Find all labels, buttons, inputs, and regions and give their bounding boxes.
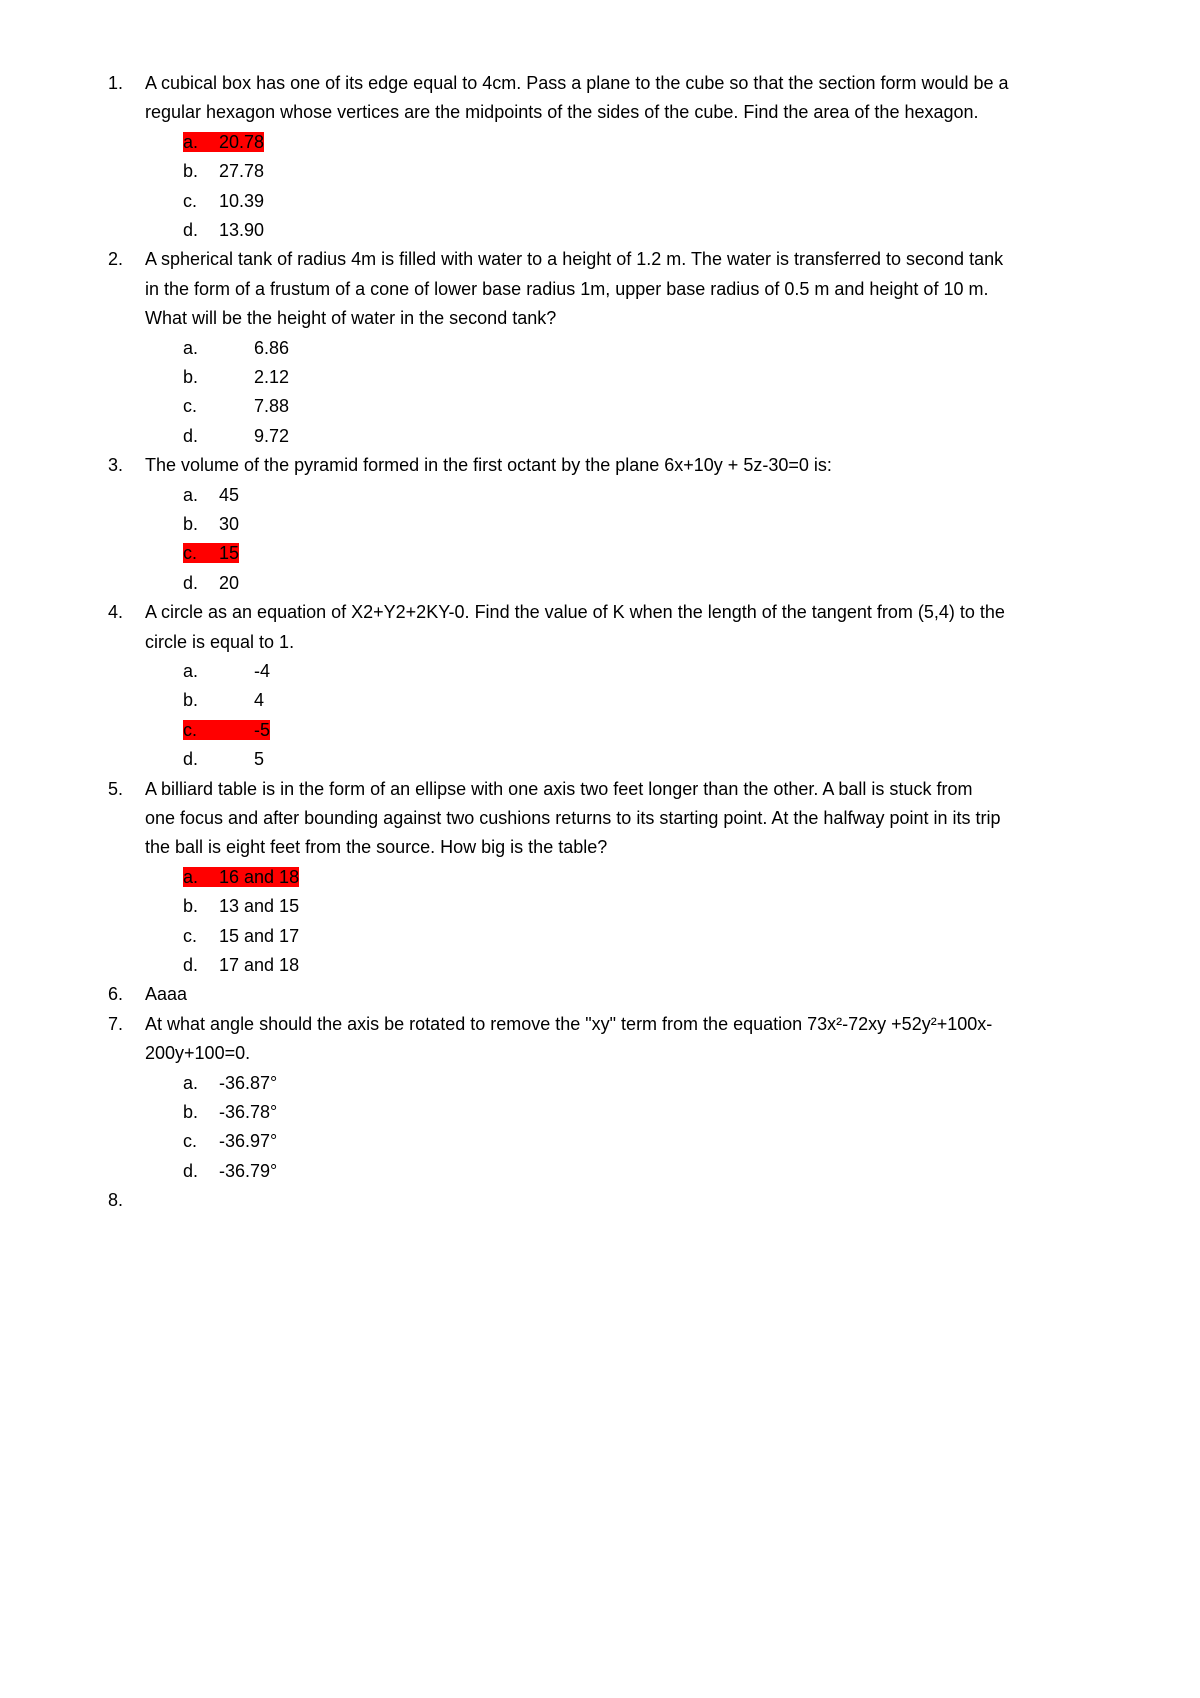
option-value: 6.86	[254, 337, 290, 358]
option-letter: c.	[183, 719, 198, 740]
answer-option	[183, 334, 289, 363]
highlighted-answer	[183, 132, 264, 152]
answer-content	[183, 955, 299, 975]
highlighted-answer	[183, 720, 270, 740]
answer-content	[183, 1102, 277, 1122]
option-letter: b.	[183, 690, 199, 711]
answer-content	[183, 485, 239, 505]
answer-option	[183, 1069, 277, 1098]
question-number: 2.	[108, 249, 124, 270]
option-value: -5	[254, 719, 271, 740]
option-letter: a.	[183, 1072, 199, 1093]
option-letter: a.	[183, 866, 199, 887]
answer-content	[183, 690, 264, 710]
answer-content	[183, 1161, 277, 1181]
option-letter: d.	[183, 425, 199, 446]
answer-option	[183, 951, 299, 980]
answer-content	[183, 1073, 277, 1093]
answer-option	[183, 187, 264, 216]
option-letter: b.	[183, 1102, 199, 1122]
question-number: 7.	[108, 1013, 124, 1034]
question-text-line: one focus and after bounding against two cushions returns to its starting point. At the halfway point in its trip	[145, 808, 1001, 828]
question-text-line: The volume of the pyramid formed in the first octant by the plane 6x+10y + 5z-30=0 is:	[145, 455, 832, 476]
answer-content	[183, 220, 264, 240]
answer-option	[183, 510, 239, 539]
answer-content	[183, 661, 270, 681]
question-text-line: A billiard table is in the form of an ellipse with one axis two feet longer than the other. A ball is stuck from	[145, 778, 973, 799]
answer-option	[183, 392, 289, 421]
option-value: 4	[254, 690, 265, 711]
question-text-line: A circle as an equation of X2+Y2+2KY-0. Find the value of K when the length of the tangent from (5,4) to the	[145, 602, 1005, 623]
option-letter: d.	[183, 955, 199, 975]
option-value: 20.78	[219, 131, 265, 152]
option-letter: d.	[183, 572, 199, 593]
answer-option	[183, 863, 299, 892]
option-value: -36.97°	[219, 1131, 278, 1152]
question-text-line: What will be the height of water in the second tank?	[145, 308, 557, 329]
question-number: 4.	[108, 602, 124, 623]
option-value: 5	[254, 749, 265, 770]
answer-option	[183, 892, 299, 921]
option-value: 13.90	[219, 220, 265, 240]
option-value: 2.12	[254, 367, 290, 387]
question-text-line: regular hexagon whose vertices are the midpoints of the sides of the cube. Find the area of the hexagon.	[145, 102, 979, 123]
option-letter: a.	[183, 337, 199, 358]
option-letter: c.	[183, 925, 198, 946]
answer-content	[183, 926, 299, 946]
option-value: 45	[219, 484, 240, 505]
highlighted-answer	[183, 543, 239, 563]
option-value: 15 and 17	[219, 925, 300, 946]
option-value: -36.79°	[219, 1160, 278, 1181]
option-letter: d.	[183, 1160, 199, 1181]
option-value: 30	[219, 514, 240, 534]
option-letter: b.	[183, 896, 199, 917]
question-number: 1.	[108, 73, 124, 93]
answer-option	[183, 539, 239, 568]
answer-content	[183, 573, 239, 593]
answer-content	[183, 896, 299, 916]
option-value: -36.87°	[219, 1072, 278, 1093]
question-number: 3.	[108, 455, 124, 476]
option-value: 27.78	[219, 161, 265, 182]
answer-content	[183, 338, 289, 358]
answer-option	[183, 1098, 277, 1127]
answer-option	[183, 1127, 277, 1156]
question-text-line: Aaaa	[145, 984, 188, 1005]
answer-option	[183, 569, 239, 598]
answer-option	[183, 716, 270, 745]
option-letter: c.	[183, 190, 198, 211]
question-text-line: the ball is eight feet from the source. How big is the table?	[145, 837, 608, 858]
option-letter: d.	[183, 749, 199, 770]
answer-content	[183, 749, 264, 769]
answer-option	[183, 1157, 277, 1186]
answer-option	[183, 481, 239, 510]
answer-content	[183, 161, 264, 181]
answer-option	[183, 216, 264, 245]
option-value: -36.78°	[219, 1102, 278, 1122]
option-letter: b.	[183, 367, 199, 387]
answer-option	[183, 422, 289, 451]
option-value: 7.88	[254, 396, 290, 417]
answer-content	[183, 514, 239, 534]
option-letter: d.	[183, 220, 199, 240]
option-letter: c.	[183, 396, 198, 417]
question-text-line: A spherical tank of radius 4m is filled with water to a height of 1.2 m. The water is transferred to second tank	[145, 249, 1004, 270]
option-letter: a.	[183, 131, 199, 152]
option-letter: b.	[183, 514, 199, 534]
option-value: -4	[254, 661, 271, 681]
option-value: 20	[219, 572, 240, 593]
question-text-line: in the form of a frustum of a cone of lower base radius 1m, upper base radius of 0.5 m and height of 10 m.	[145, 278, 989, 299]
option-value: 17 and 18	[219, 955, 300, 975]
answer-option	[183, 363, 289, 392]
option-letter: b.	[183, 161, 199, 182]
option-letter: a.	[183, 484, 199, 505]
answer-option	[183, 657, 270, 686]
question-number: 8.	[108, 1190, 124, 1211]
answer-option	[183, 686, 264, 715]
question-text-line: 200y+100=0.	[145, 1043, 251, 1064]
question-number: 5.	[108, 778, 124, 799]
answer-option	[183, 157, 264, 186]
option-value: 9.72	[254, 425, 290, 446]
answer-content	[183, 367, 289, 387]
highlighted-answer	[183, 867, 299, 887]
answer-option	[183, 745, 264, 774]
answer-content	[183, 396, 289, 416]
answer-content	[183, 426, 289, 446]
option-letter: c.	[183, 1131, 198, 1152]
option-letter: a.	[183, 661, 199, 681]
option-value: 13 and 15	[219, 896, 300, 917]
option-value: 16 and 18	[219, 866, 300, 887]
answer-option	[183, 128, 264, 157]
answer-content	[183, 1131, 277, 1151]
option-letter: c.	[183, 543, 198, 564]
answer-option	[183, 922, 299, 951]
question-number: 6.	[108, 984, 124, 1005]
question-text-line: A cubical box has one of its edge equal to 4cm. Pass a plane to the cube so that the section form would be a	[145, 73, 1009, 93]
option-value: 15	[219, 543, 240, 564]
answer-content	[183, 191, 264, 211]
question-text-line: circle is equal to 1.	[145, 631, 295, 652]
question-text-line: At what angle should the axis be rotated to remove the "xy" term from the equation 73x²-72xy +52y²+100x-	[145, 1013, 993, 1034]
option-value: 10.39	[219, 190, 265, 211]
